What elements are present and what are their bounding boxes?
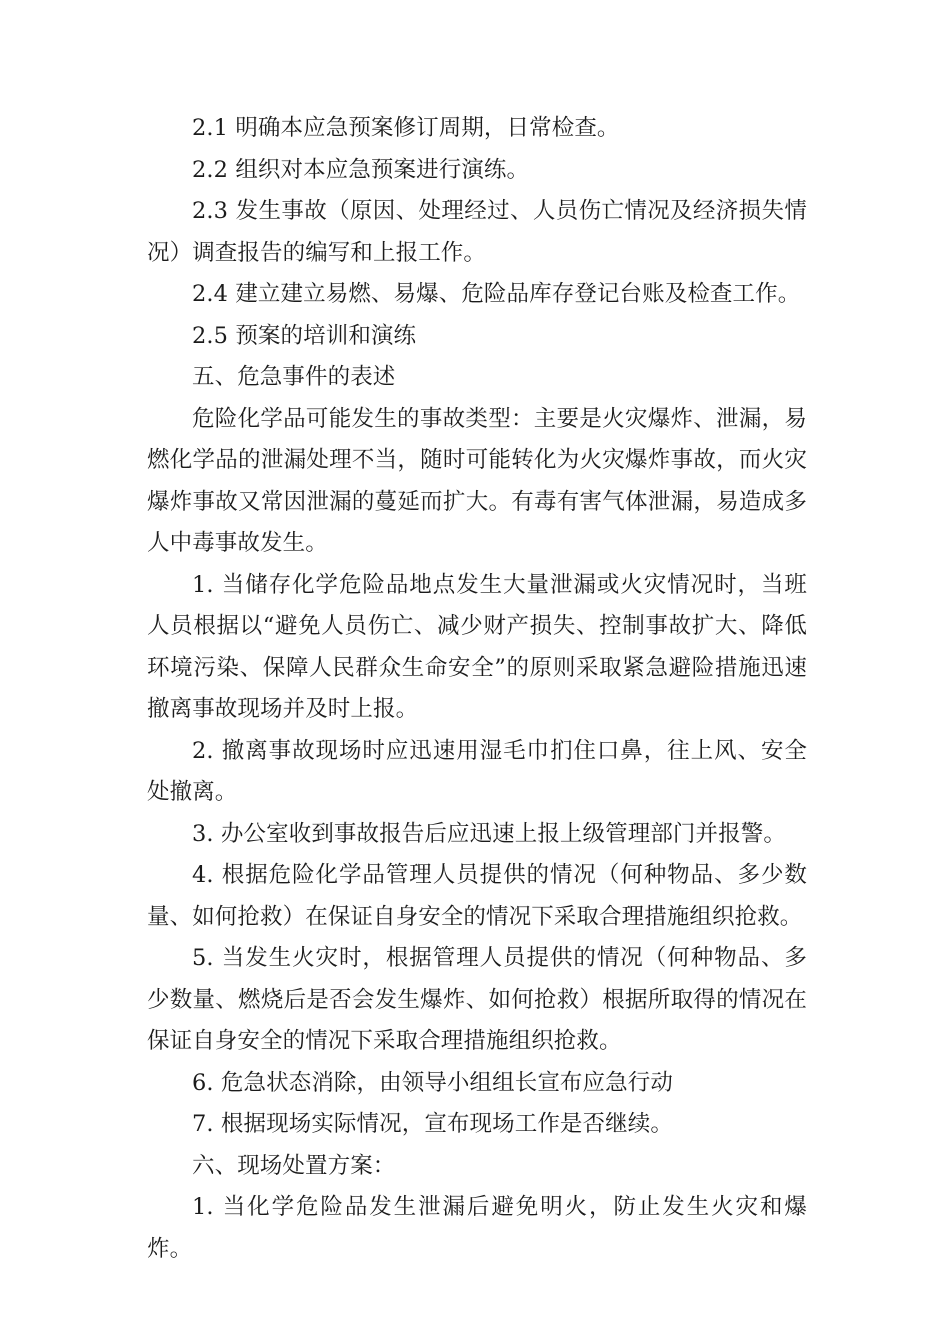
heading-section-six: 六、现场处置方案： [192, 1152, 396, 1179]
heading-section-five: 五、危急事件的表述 [192, 364, 396, 390]
paragraph-item-1: 1. 当储存化学危险品地点发生大量泄漏或火灾情况时，当班人员根据以“避免人员伤亡、减少财产损失、控制事故扩大、降低环境污染、保障人民群众生命安全”的原则采取紧急避险措施迅速撤离事故现场并及时上报。 [147, 571, 807, 722]
paragraph-item-3: 3. 办公室收到事故报告后应迅速上报上级管理部门并报警。 [192, 820, 786, 847]
paragraph-item-2: 2. 撤离事故现场时应迅速用湿毛巾扪住口鼻，往上风、安全处撤离。 [147, 737, 807, 805]
paragraph-item-2-5: 2.5 预案的培训和演练 [192, 322, 417, 349]
document-text-body [147, 108, 807, 1270]
paragraph-item-5: 5. 当发生火灾时，根据管理人员提供的情况（何种物品、多少数量、燃烧后是否会发生爆炸、如何抢救）根据所取得的情况在保证自身安全的情况下采取合理措施组织抢救。 [147, 945, 807, 1054]
paragraph-item-4: 4. 根据危险化学品管理人员提供的情况（何种物品、多少数量、如何抢救）在保证自身安全的情况下采取合理措施组织抢救。 [147, 862, 807, 930]
paragraph-item-2-2: 2.2 组织对本应急预案进行演练。 [192, 156, 530, 183]
paragraph-item-2-4: 2.4 建立建立易燃、易爆、危险品库存登记台账及检查工作。 [192, 281, 801, 307]
paragraph-item-6: 6. 危急状态消除，由领导小组组长宣布应急行动 [192, 1069, 673, 1096]
paragraph-item-2-3: 2.3 发生事故（原因、处理经过、人员伤亡情况及经济损失情况）调查报告的编写和上报工作。 [147, 198, 807, 266]
paragraph-hazard-types: 危险化学品可能发生的事故类型：主要是火灾爆炸、泄漏，易燃化学品的泄漏处理不当，随时可能转化为火灾爆炸事故，而火灾爆炸事故又常因泄漏的蔓延而扩大。有毒有害气体泄漏，易造成多人中毒事故发生。 [147, 405, 807, 556]
paragraph-item-7: 7. 根据现场实际情况，宣布现场工作是否继续。 [192, 1111, 673, 1137]
paragraph-section-six-item-1: 1. 当化学危险品发生泄漏后避免明火，防止发生火灾和爆炸。 [147, 1194, 807, 1262]
paragraph-item-2-1: 2.1 明确本应急预案修订周期，日常检查。 [192, 115, 620, 141]
